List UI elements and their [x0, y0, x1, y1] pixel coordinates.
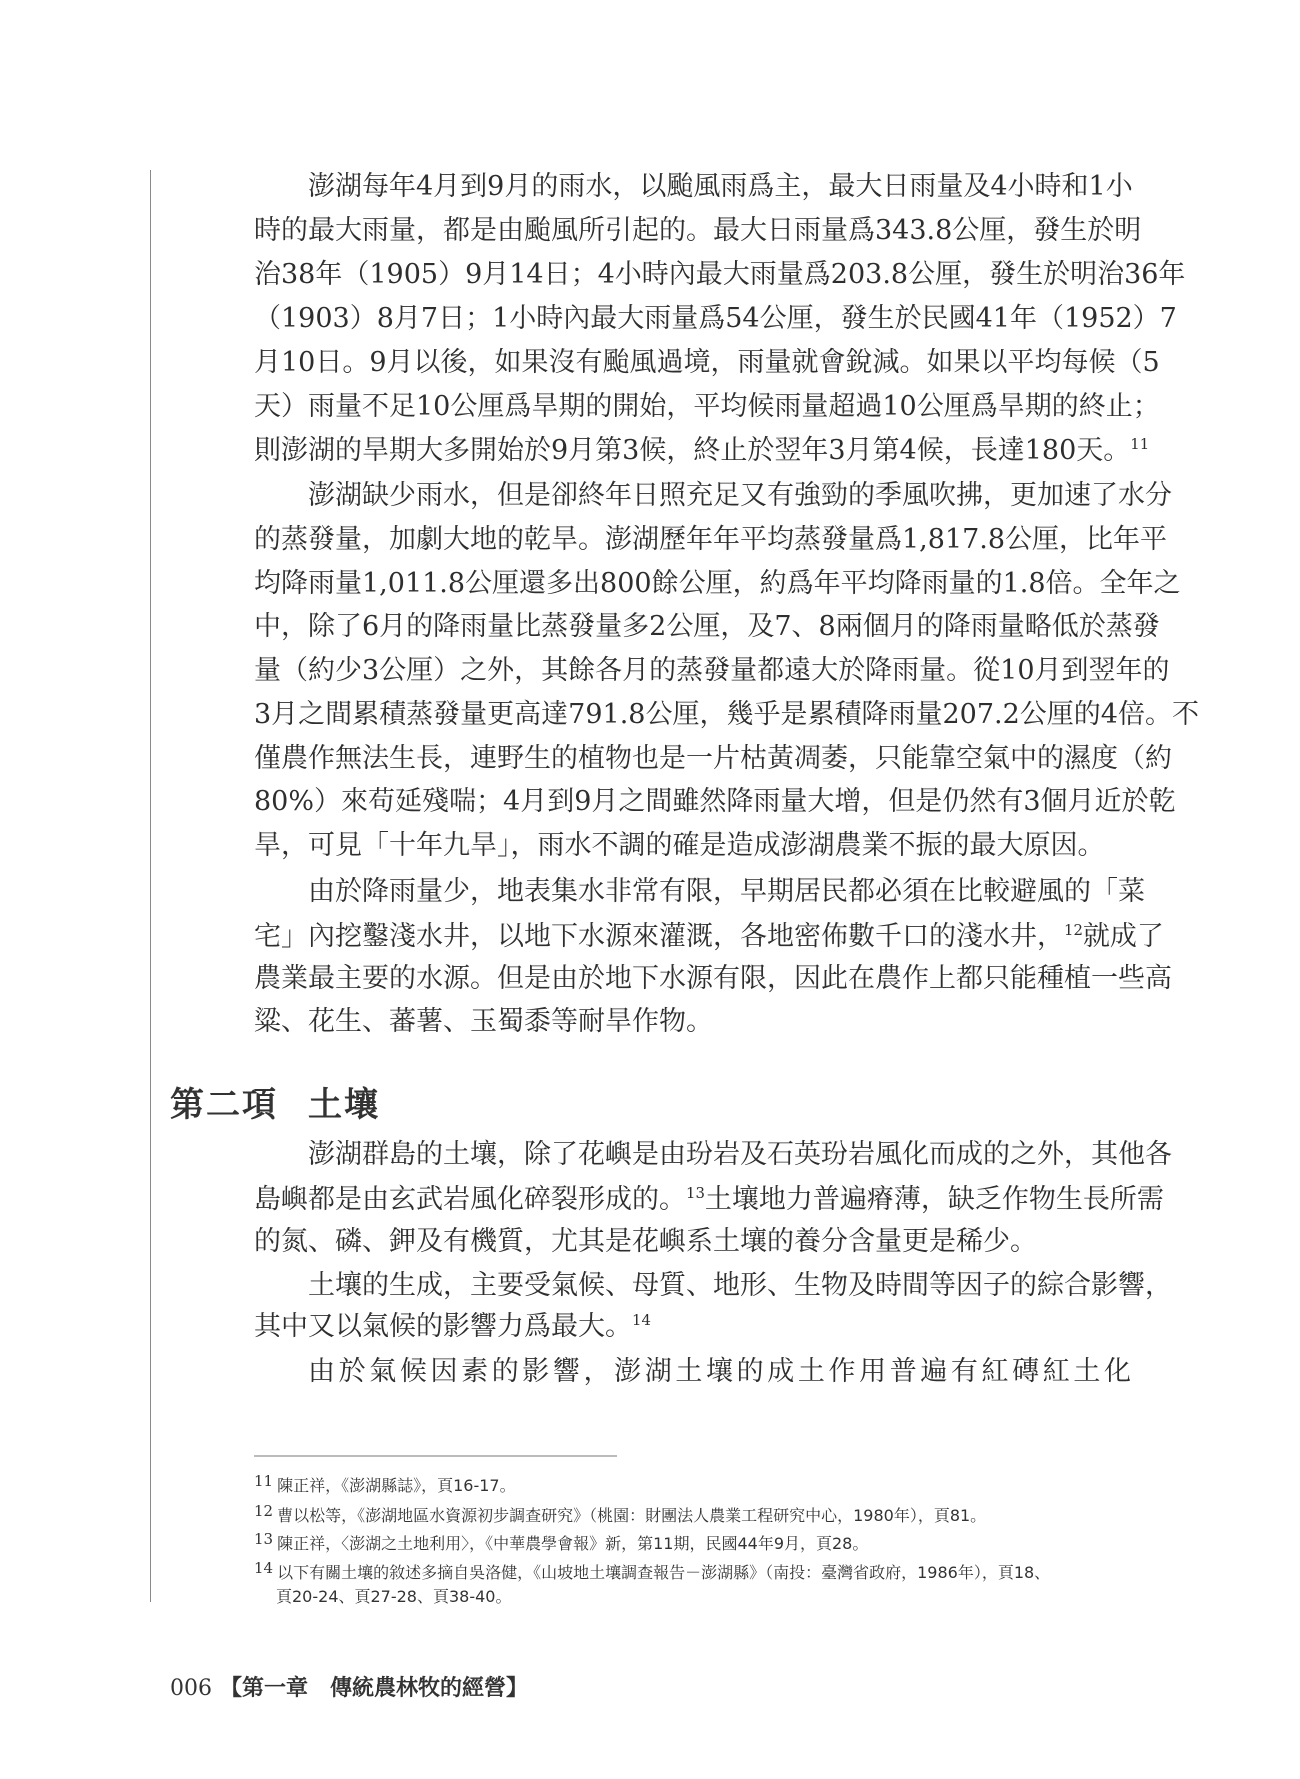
text-line [254, 1220, 1131, 1264]
text-segment: 土壤的生成，主要受氣候、母質、地形、生物及時間等因子的綜合影響， [308, 1270, 1172, 1301]
footnote-number: 12 [254, 1502, 274, 1520]
text-line [254, 1000, 1131, 1044]
text-line [254, 915, 1164, 959]
text-line [254, 1178, 1164, 1222]
text-line [254, 518, 1168, 562]
text-line [308, 870, 1145, 914]
text-segment: 量（約少3公厘）之外，其餘各月的蒸發量都遠大於降雨量。從10月到翌年的 [254, 655, 1170, 686]
text-segment: 天）雨量不足10公厘爲旱期的開始，平均候雨量超過10公厘爲旱期的終止； [254, 391, 1160, 422]
text-line [254, 1305, 1131, 1349]
text-segment: 月10日。9月以後，如果沒有颱風過境，雨量就會銳減。如果以平均每候（5 [254, 347, 1160, 378]
footnote-text: 以下有關土壤的敘述多摘自吳洛健，《山坡地土壤調查報告－澎湖縣》（南投：臺灣省政府，1986年），頁18、 [277, 1563, 1051, 1582]
text-segment: 均降雨量1,011.8公厘還多出800餘公厘，約爲年平均降雨量的1.8倍。全年之 [254, 568, 1181, 599]
text-segment: （1903）8月7日；1小時內最大雨量爲54公厘，發生於民國41年（1952）7 [254, 303, 1177, 334]
footnote-ref[interactable]: 14 [632, 1311, 651, 1329]
text-segment: 其中又以氣候的影響力爲最大。 [254, 1311, 632, 1342]
text-segment: 澎湖每年4月到9月的雨水，以颱風雨爲主，最大日雨量及4小時和1小 [308, 171, 1133, 202]
text-line [254, 297, 1177, 341]
footnote-divider [254, 1455, 617, 1457]
text-segment: 由於降雨量少，地表集水非常有限，早期居民都必須在比較避風的「菜 [308, 876, 1145, 907]
section-heading [170, 1082, 380, 1128]
text-segment: 80%）來苟延殘喘；4月到9月之間雖然降雨量大增，但是仍然有3個月近於乾 [254, 786, 1176, 817]
text-segment: 島嶼都是由玄武岩風化碎裂形成的。 [254, 1184, 686, 1215]
text-line [254, 562, 1181, 606]
page-number: 006 [170, 1676, 212, 1701]
text-line [254, 605, 1160, 649]
text-segment: 時的最大雨量，都是由颱風所引起的。最大日雨量爲343.8公厘，發生於明 [254, 215, 1142, 246]
text-line [308, 474, 1172, 518]
text-segment: 粱、花生、蕃薯、玉蜀黍等耐旱作物。 [254, 1006, 713, 1037]
text-segment: 澎湖缺少雨水，但是卻終年日照充足又有強勁的季風吹拂，更加速了水分 [308, 480, 1172, 511]
footnote-ref[interactable]: 12 [1064, 921, 1083, 939]
chapter-title: 【第一章 傳統農林牧的經營】 [220, 1675, 529, 1701]
text-segment: 由於氣候因素的影響，澎湖土壤的成土作用普遍有紅磚紅土化 [308, 1356, 1131, 1387]
text-line [254, 824, 1131, 868]
section-title: 土壤 [308, 1085, 380, 1125]
footnote-number: 14 [254, 1559, 274, 1577]
text-line [254, 693, 1199, 737]
text-segment: 治38年（1905）9月14日；4小時內最大雨量爲203.8公厘，發生於明治36年 [254, 259, 1186, 290]
text-line [308, 1350, 1131, 1394]
text-line [308, 165, 1131, 209]
text-segment: 的蒸發量，加劇大地的乾旱。澎湖歷年年平均蒸發量爲1,817.8公厘，比年平 [254, 524, 1168, 555]
section-number: 第二項 [170, 1085, 278, 1125]
text-line [254, 649, 1170, 693]
text-line [254, 429, 1150, 473]
footnote-ref[interactable]: 13 [686, 1184, 705, 1202]
text-segment: 就成了 [1082, 921, 1164, 952]
text-line [254, 209, 1142, 253]
footnote-continuation: 頁20-24、頁27-28、頁38-40。 [276, 1587, 512, 1606]
footnote [254, 1467, 516, 1500]
text-segment: 農業最主要的水源。但是由於地下水源有限，因此在農作上都只能種植一些高 [254, 963, 1172, 994]
text-line [308, 1264, 1172, 1308]
text-line [254, 957, 1172, 1001]
footnote-ref[interactable]: 11 [1130, 435, 1150, 453]
text-segment: 的氮、磷、鉀及有機質，尤其是花嶼系土壤的養分含量更是稀少。 [254, 1226, 1037, 1257]
text-segment: 3月之間累積蒸發量更高達791.8公厘，幾乎是累積降雨量207.2公厘的4倍。不 [254, 699, 1199, 730]
text-line [254, 341, 1160, 385]
text-line [254, 253, 1186, 297]
footnote-text: 陳正祥，《澎湖縣誌》，頁16-17。 [277, 1476, 516, 1495]
text-line [254, 780, 1176, 824]
text-segment: 中，除了6月的降雨量比蒸發量多2公厘，及7、8兩個月的降雨量略低於蒸發 [254, 611, 1160, 642]
text-line [254, 737, 1172, 781]
footnote-text: 曹以松等，《澎湖地區水資源初步調查研究》（桃園：財團法人農業工程研究中心，1980年），頁81。 [277, 1506, 987, 1525]
footnote-number: 13 [254, 1530, 274, 1548]
footnote-text: 陳正祥，〈澎湖之土地利用〉，《中華農學會報》新，第11期，民國44年9月，頁28。 [277, 1534, 869, 1553]
text-segment: 僅農作無法生長，連野生的植物也是一片枯黃凋萎，只能靠空氣中的濕度（約 [254, 743, 1172, 774]
text-line [308, 1133, 1172, 1177]
text-segment: 澎湖群島的土壤，除了花嶼是由玢岩及石英玢岩風化而成的之外，其他各 [308, 1139, 1172, 1170]
page-footer [170, 1672, 528, 1705]
text-segment: 旱，可見「十年九旱」，雨水不調的確是造成澎湖農業不振的最大原因。 [254, 830, 1105, 861]
text-segment: 則澎湖的旱期大多開始於9月第3候，終止於翌年3月第4候，長達180天。 [254, 435, 1131, 466]
text-segment: 土壤地力普遍瘠薄，缺乏作物生長所需 [704, 1184, 1164, 1215]
text-segment: 宅」內挖鑿淺水井，以地下水源來灌溉，各地密佈數千口的淺水井， [254, 921, 1064, 952]
footnote-number: 11 [254, 1472, 274, 1490]
margin-rule [150, 170, 151, 1602]
text-line [254, 385, 1160, 429]
